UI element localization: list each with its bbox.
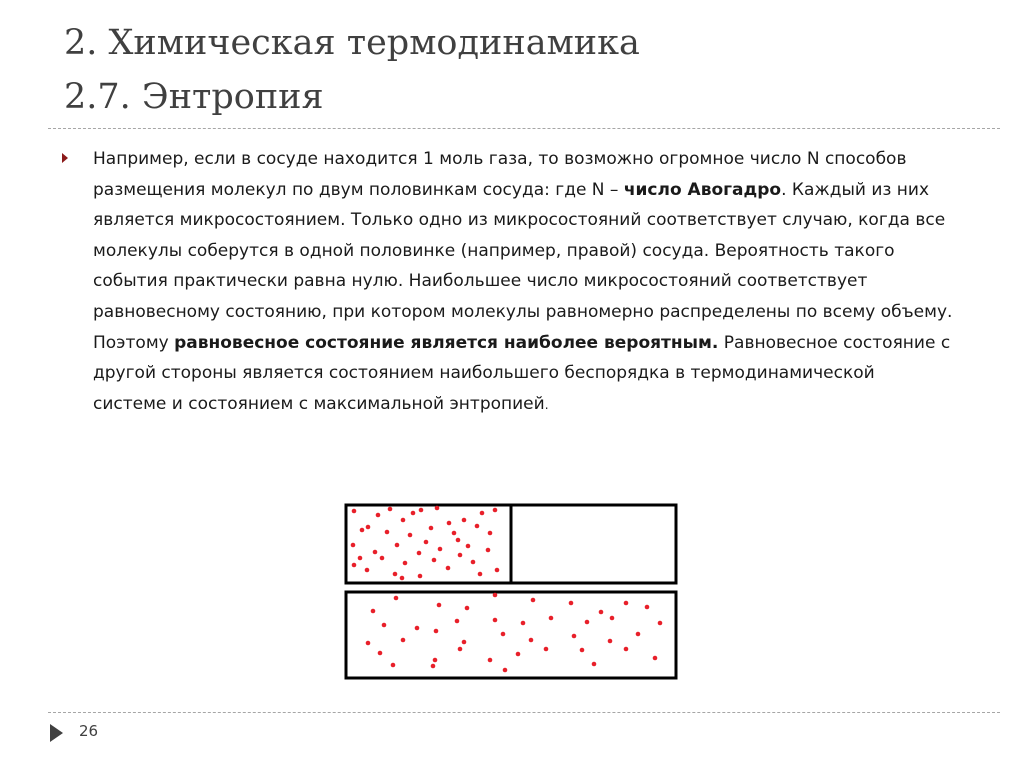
molecule-dot (480, 511, 485, 516)
molecule-dot (462, 518, 467, 523)
molecule-dot (645, 605, 650, 610)
molecule-dot (391, 663, 396, 668)
molecule-dot (465, 606, 470, 611)
molecule-dot (653, 656, 658, 661)
bottom-dashed-divider (48, 712, 1000, 713)
vessel-top-left-half (346, 505, 511, 583)
molecule-dot (382, 623, 387, 628)
molecule-dot (417, 551, 422, 556)
molecule-dot (435, 506, 440, 511)
molecule-dot (529, 638, 534, 643)
molecule-dot (400, 576, 405, 581)
molecule-dot (486, 548, 491, 553)
body-bold-equilibrium: равновесное состояние является наиболее вероятным. (174, 332, 719, 353)
molecule-dot (365, 568, 370, 573)
molecule-dot (458, 647, 463, 652)
molecule-dot (636, 632, 641, 637)
body-text-1: Например, если в сосуде находится 1 моль газа, то возможно огромное число N способов размещения молекул по двум половинкам сосуда: где N – (93, 149, 907, 200)
molecule-dot (351, 543, 356, 548)
vessel-top-all-left (346, 505, 676, 583)
molecule-dot (495, 568, 500, 573)
molecule-dot (431, 664, 436, 669)
gas-vessel-diagram (340, 500, 685, 680)
molecules-uniform (366, 593, 663, 673)
molecule-dot (493, 618, 498, 623)
molecule-dot (610, 616, 615, 621)
molecule-dot (569, 601, 574, 606)
body-bold-avogadro: число Авогадро (623, 179, 782, 200)
molecule-dot (471, 560, 476, 565)
molecule-dot (549, 616, 554, 621)
molecule-dot (531, 598, 536, 603)
molecule-dot (658, 621, 663, 626)
molecule-dot (401, 518, 406, 523)
molecule-dot (521, 621, 526, 626)
body-text-period: . (544, 397, 549, 412)
molecule-dot (433, 658, 438, 663)
molecules-left-half (351, 506, 500, 581)
molecule-dot (516, 652, 521, 657)
molecule-dot (434, 629, 439, 634)
molecule-dot (394, 596, 399, 601)
molecule-dot (437, 603, 442, 608)
molecule-dot (475, 524, 480, 529)
molecule-dot (366, 641, 371, 646)
molecule-dot (352, 509, 357, 514)
molecule-dot (493, 593, 498, 598)
molecule-dot (624, 647, 629, 652)
molecule-dot (385, 530, 390, 535)
molecule-dot (380, 556, 385, 561)
molecule-dot (395, 543, 400, 548)
molecule-dot (592, 662, 597, 667)
molecule-dot (455, 619, 460, 624)
molecule-dot (503, 668, 508, 673)
molecule-dot (371, 609, 376, 614)
molecule-dot (544, 647, 549, 652)
molecule-dot (608, 639, 613, 644)
molecule-dot (572, 634, 577, 639)
molecule-dot (388, 507, 393, 512)
molecule-dot (419, 508, 424, 513)
slide-title (64, 16, 964, 124)
vessel-top-right-half (511, 505, 676, 583)
molecule-dot (373, 550, 378, 555)
vessel-bottom-uniform (346, 592, 676, 678)
molecule-dot (452, 531, 457, 536)
molecule-dot (493, 508, 498, 513)
molecule-dot (466, 544, 471, 549)
molecule-dot (432, 558, 437, 563)
molecule-dot (478, 572, 483, 577)
molecule-dot (488, 658, 493, 663)
molecule-dot (378, 651, 383, 656)
molecule-dot (418, 574, 423, 579)
molecule-dot (403, 561, 408, 566)
molecule-dot (438, 547, 443, 552)
molecule-dot (580, 648, 585, 653)
molecule-dot (456, 538, 461, 543)
molecule-dot (408, 533, 413, 538)
molecule-dot (358, 556, 363, 561)
page-number: 26 (79, 722, 99, 740)
body-paragraph (93, 144, 953, 420)
molecule-dot (411, 511, 416, 516)
body-text-3: Равновесное состояние с другой стороны является состоянием наибольшего беспорядка в термодинамической системе и состоянием с максимальной энтропией (93, 332, 951, 414)
molecule-dot (501, 632, 506, 637)
molecule-dot (585, 620, 590, 625)
molecule-dot (462, 640, 467, 645)
molecule-dot (488, 531, 493, 536)
molecule-dot (360, 528, 365, 533)
molecule-dot (415, 626, 420, 631)
molecule-dot (393, 572, 398, 577)
bullet-triangle-icon (62, 153, 68, 163)
top-dashed-divider (48, 128, 1000, 129)
molecule-dot (447, 521, 452, 526)
molecule-dot (401, 638, 406, 643)
molecule-dot (376, 513, 381, 518)
page-triangle-icon (50, 724, 63, 742)
molecule-dot (624, 601, 629, 606)
molecule-dot (599, 610, 604, 615)
molecule-dot (446, 566, 451, 571)
molecule-dot (424, 540, 429, 545)
molecule-dot (352, 563, 357, 568)
molecule-dot (366, 525, 371, 530)
molecule-dot (458, 553, 463, 558)
body-text-2: . Каждый из них является микросостоянием. Только одно из микросостояний соответствует случаю, когда все молекулы соберутся в одной половинке (например, правой) сосуда. Вероятность такого события практически равна нулю. Наибольшее число микросостояний соответствует равновесному состоянию, при котором молекулы равномерно распределены по всему объему. Поэтому (93, 179, 953, 353)
title-line-2: 2.7. Энтропия (64, 77, 324, 117)
molecule-dot (429, 526, 434, 531)
title-line-1: 2. Химическая термодинамика (64, 23, 640, 63)
